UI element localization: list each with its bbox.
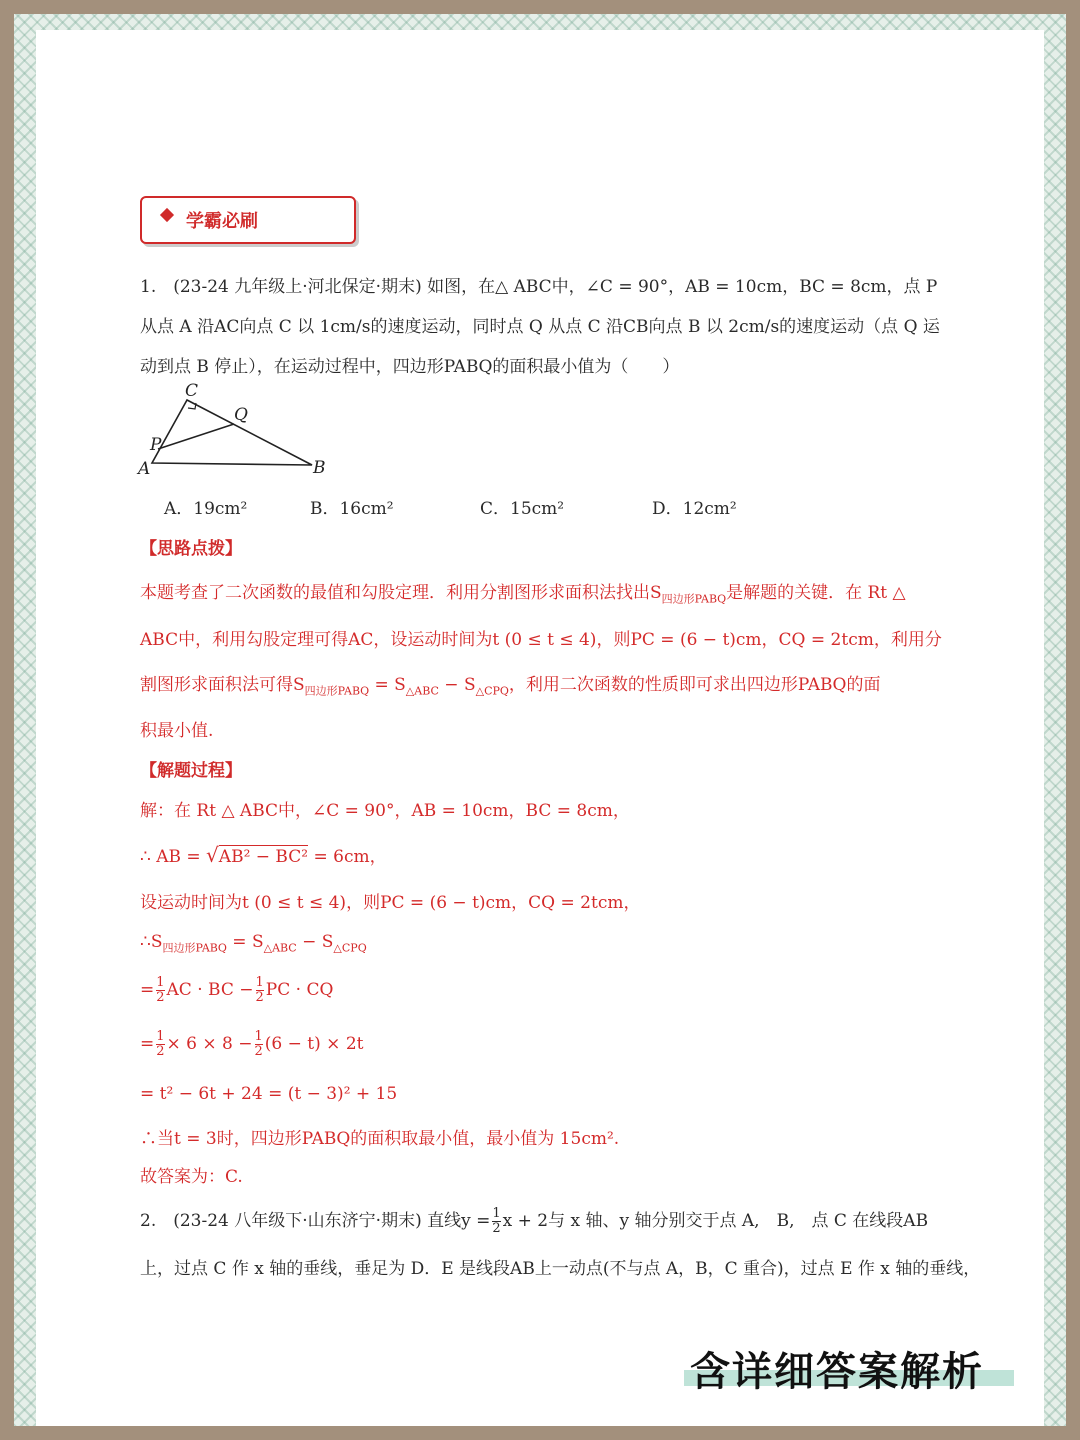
solution-line-7: = t² − 6t + 24 = (t − 3)² + 15 xyxy=(140,1084,398,1104)
hint-line-3: 割图形求面积法可得$S_{四边形PABQ} = S_{\triangle ABC} - S_{\triangle CPQ}$，利用二次函数的性质即可求出四边形PABQ的面 xyxy=(140,675,881,698)
solution-tag: 【解题过程】 xyxy=(140,761,242,781)
label-c: C xyxy=(185,381,199,401)
section-heading-label: 学霸必刷 xyxy=(186,211,258,232)
q1-line-2: 从点 A 沿AC向点 C 以 1cm/s的速度运动，同时点 Q 从点 C 沿CB向点 B 以 2cm/s的速度运动（点 Q 运 xyxy=(140,317,940,337)
label-p: P xyxy=(150,435,162,455)
fraction-half: $\frac{1}{2}$ xyxy=(156,975,165,1005)
q1-line-3: 动到点 B 停止），在运动过程中，四边形PABQ的面积最小值为（ ） xyxy=(140,357,680,377)
triangle-diagram xyxy=(130,376,350,486)
fraction-half: $\frac{1}{2}$ xyxy=(156,1029,165,1059)
hint-tag: 【思路点拨】 xyxy=(140,539,242,559)
answer-stamp: 含详细答案解析 xyxy=(690,1349,984,1395)
diamond-icon xyxy=(160,208,174,222)
solution-line-6: = $\frac{1}{2}$ × 6 × 8 − $\frac{1}{2}$ (6 − t) × 2t xyxy=(140,1029,364,1059)
solution-line-4: $\therefore S_{四边形PABQ} = S_{\triangle ABC} - S_{\triangle CPQ}$ xyxy=(140,932,367,955)
fraction-half: $\frac{1}{2}$ xyxy=(255,975,264,1005)
hint-line-4: 积最小值. xyxy=(140,721,214,741)
option-d: D．12cm² xyxy=(652,499,737,519)
solution-line-1: 解：在 Rt △ ABC中，∠C = 90°，AB = 10cm，BC = 8cm， xyxy=(140,801,630,821)
solution-line-5: = $\frac{1}{2}$ AC · BC − $\frac{1}{2}$ PC · CQ xyxy=(140,975,334,1005)
label-b: B xyxy=(313,458,326,478)
solution-line-3: 设运动时间为t (0 ≤ t ≤ 4)，则PC = (6 − t)cm，CQ = 2tcm， xyxy=(140,893,641,913)
section-heading xyxy=(140,196,356,244)
triangle-abc xyxy=(152,400,312,465)
option-c: C．15cm² xyxy=(480,499,565,519)
solution-line-9: 故答案为：C. xyxy=(140,1167,243,1187)
solution-line-2: ∴ AB = √AB² − BC² = 6cm， xyxy=(140,843,387,867)
hint-line-2: ABC中，利用勾股定理可得AC，设运动时间为t (0 ≤ t ≤ 4)，则PC = (6 − t)cm，CQ = 2tcm，利用分 xyxy=(140,630,942,650)
q2-line-2: 上，过点 C 作 x 轴的垂线，垂足为 D．E 是线段AB上一动点(不与点 A，B，C 重合)，过点 E 作 x 轴的垂线， xyxy=(140,1259,981,1279)
solution-line-8: ∴当t = 3时，四边形PABQ的面积取最小值，最小值为 15cm². xyxy=(140,1129,620,1149)
option-a: A．19cm² xyxy=(164,499,248,519)
fraction-half: $\frac{1}{2}$ xyxy=(254,1029,263,1059)
label-q: Q xyxy=(234,405,248,425)
q2-line-1: 2. (23-24 八年级下·山东济宁·期末) 直线y = $\frac{1}{2}$ x + 2与 x 轴、y 轴分别交于点 A, B, 点 C 在线段AB xyxy=(140,1206,929,1236)
q1-line-1: 1. (23-24 九年级上·河北保定·期末) 如图，在△ ABC中，∠C = 90°，AB = 10cm，BC = 8cm，点 P xyxy=(140,277,938,297)
hint-line-1: 本题考查了二次函数的最值和勾股定理．利用分割图形求面积法找出$S_{四边形PABQ}$是解题的关键．在 Rt △ xyxy=(140,583,906,606)
fraction-half: $\frac{1}{2}$ xyxy=(492,1206,501,1236)
option-b: B．16cm² xyxy=(310,499,394,519)
segment-pq xyxy=(158,424,234,449)
label-a: A xyxy=(138,459,151,479)
